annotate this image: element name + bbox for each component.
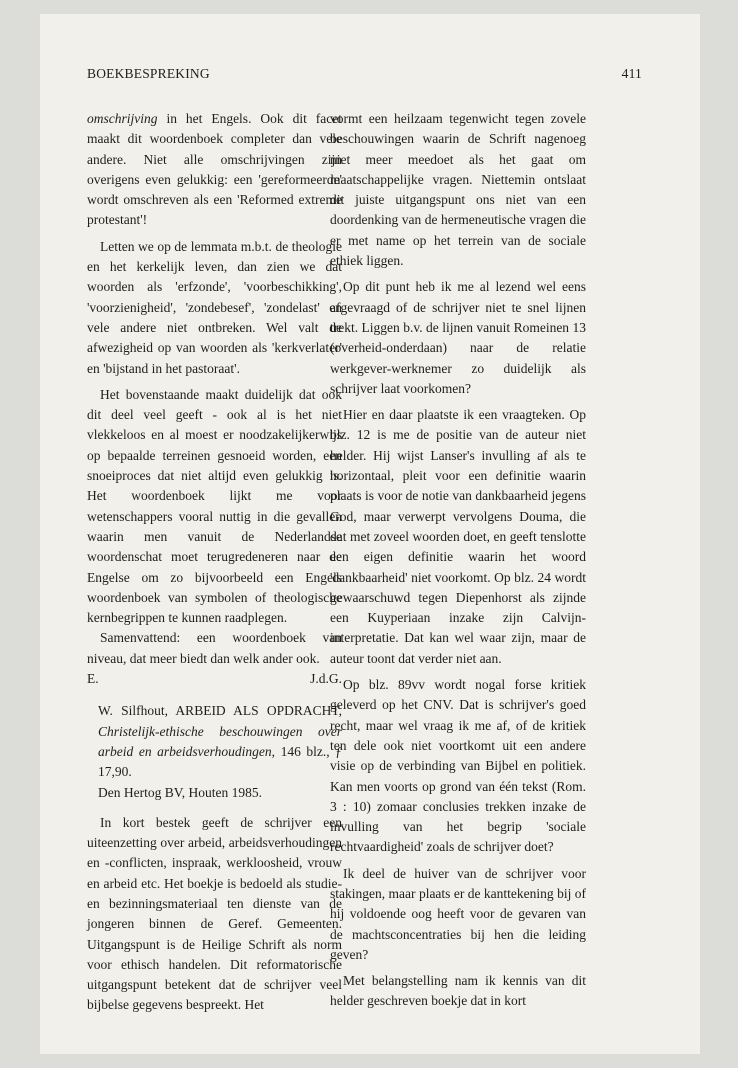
paragraph: Ik deel de huiver van de schrijver voor stakingen, maar plaats er de kanttekening bij of hij voldoende oog heeft voor de gevaren van de machtsconcentraties bij hen die leiding geven? (330, 865, 586, 962)
paragraph: Op blz. 89vv wordt nogal forse kritiek geleverd op het CNV. Dat is schrijver's goed recht, maar wel vraag ik me af, of de kritiek ten dele ook niet voortkomt uit een andere visie op de verbinding van Bijbel en politiek. Kan men voorts op grond van één tekst (Rom. 3 : 10) zomaar conclusies trekken inzake de invulling van het begrip 'sociale rechtvaardigheid' zoals de schrijver doet? (330, 677, 586, 855)
paragraph: Met belangstelling nam ik kennis van dit helder geschreven boekje dat in kort (330, 973, 586, 1009)
paragraph: omschrijving in het Engels. Ook dit facet maakt dit woordenboek completer dan vele andere. Niet alle omschrijvingen zijn overigens even gelukkig: een 'gereformeerde' wordt omschreven als een 'Reformed extreme protestant'! (87, 111, 342, 228)
review-signature (87, 669, 342, 689)
italic-word: omschrijving (87, 111, 158, 126)
left-column (87, 109, 342, 1016)
signature-initial: E. (87, 671, 99, 687)
paragraph: Letten we op de lemmata m.b.t. de theologie en het kerkelijk leven, dan zien we dat woorden als 'erfzonde', 'voorbeschikking', 'voorzienigheid', 'zondebesef', 'zondelast' en vele andere niet ontbreken. Wel valt de afwezigheid op van woorden als 'kerkverlater' en 'bijstand in het pastoraat'. (87, 238, 342, 376)
paragraph: Hier en daar plaatste ik een vraagteken. Op blz. 12 is me de positie van de auteur niet helder. Hij wijst Lanser's invulling af als te horizontaal, pleit voor een definitie waarin plaats is voor de notie van dankbaarheid jegens God, maar verwerpt vervolgens Douma, die dat met zoveel woorden doet, en geeft tenslotte een eigen definitie waarin het woord 'dankbaarheid' niet voorkomt. Op blz. 24 wordt gewaarschuwd tegen Diepenhorst als zijnde een Kuyperiaan inzake zijn Calvijn-interpretatie. Dat kan wel waar zijn, maar de auteur toont dat verder niet aan. (330, 407, 586, 666)
book-subtitle: Christelijk-ethische beschouwingen over arbeid en arbeidsverhoudingen (98, 723, 342, 759)
book-author-title: W. Silfhout, ARBEID ALS OPDRACHT, (98, 703, 342, 719)
journal-page (40, 14, 700, 1054)
book-details: , 146 blz., ƒ 17,90. (98, 743, 342, 780)
paragraph: Samenvattend: een woordenboek van niveau, dat meer biedt dan welk ander ook. (87, 630, 342, 666)
right-column (330, 109, 586, 1018)
paragraph: vormt een heilzaam tegenwicht tegen zovele beschouwingen waarin de Schrift nagenoeg niet meer meedoet als het gaat om maatschappelijke vragen. Niettemin ontslaat dit juiste uitgangspunt ons niet van een doordenking van de hermeneutische vragen die er met name op het terrein van de sociale ethiek liggen. (330, 111, 586, 269)
paragraph: Het bovenstaande maakt duidelijk dat ook dit deel veel geeft - ook al is het niet vlekkeloos en al moest er noodzakelijkerwijs op bepaalde terreinen gesnoeid worden, een snoeiproces dat niet altijd even gelukkig is. Het woordenboek lijkt me voor wetenschappers vooral nuttig in die gevallen waarin men vanuit de Nederlandse woordenschat moet terugredeneren naar de Engelse om zo bijvoorbeeld een Engels woordenboek van symbolen of theologische kernbegrippen te kunnen raadplegen. (87, 386, 342, 626)
section-title: BOEKBESPREKING (87, 66, 210, 81)
book-reference (87, 701, 342, 802)
book-publisher: Den Hertog BV, Houten 1985. (98, 784, 262, 800)
page-number: 411 (621, 66, 642, 81)
paragraph: Op dit punt heb ik me al lezend wel eens afgevraagd of de schrijver niet te snel lijnen trekt. Liggen b.v. de lijnen vanuit Romeinen 13 (overheid-onderdaan) naar de relatie werkgever-werknemer zo duidelijk als schrijver laat voorkomen? (330, 279, 586, 396)
reviewer-initials: J.d.G. (310, 671, 342, 687)
paragraph: In kort bestek geeft de schrijver een uiteenzetting over arbeid, arbeidsverhoudingen en -conflicten, inspraak, werkloosheid, vrouw en arbeid etc. Het boekje is bedoeld als studie- en bezinningsmateriaal ten dienste van de jongeren binnen de Geref. Gemeenten. Uitgangspunt is de Heilige Schrift als norm voor ethisch handelen. Dit reformatorische uitgangspunt betekent dat de schrijver veel bijbelse gegevens bespreekt. Het (87, 814, 342, 1013)
